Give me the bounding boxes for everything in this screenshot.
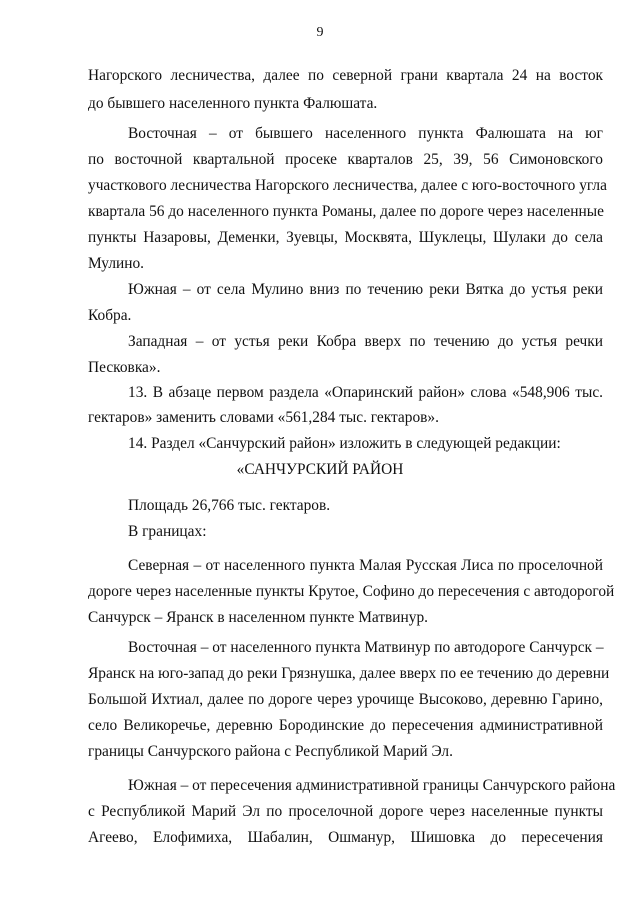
text-line: Агеево, Елофимиха, Шабалин, Ошманур, Шишовка до пересечения: [88, 829, 603, 846]
text-line: Кобра.: [88, 307, 132, 324]
text-line: участкового лесничества Нагорского лесничества, далее с юго-восточного угла: [88, 177, 607, 194]
text-line: гектаров» заменить словами «561,284 тыс. гектаров».: [88, 409, 439, 426]
text-line: Нагорского лесничества, далее по северной грани квартала 24 на восток: [88, 67, 603, 84]
text-line: Восточная – от бывшего населенного пункта Фалюшата на юг: [128, 125, 603, 142]
text-line: пункты Назаровы, Деменки, Зуевцы, Москвята, Шуклецы, Шулаки до села: [88, 229, 603, 246]
text-line: 13. В абзаце первом раздела «Опаринский район» слова «548,906 тыс.: [128, 384, 603, 401]
text-line: Восточная – от населенного пункта Матвинур по автодороге Санчурск –: [128, 639, 604, 656]
text-line: Песковка».: [88, 359, 161, 376]
text-line: Южная – от села Мулино вниз по течению реки Вятка до устья реки: [128, 281, 603, 298]
text-line: до бывшего населенного пункта Фалюшата.: [88, 95, 378, 112]
text-line: Большой Ихтиал, далее по дороге через урочище Высоково, деревню Гарино,: [88, 691, 603, 708]
text-line: по восточной квартальной просеке кварталов 25, 39, 56 Симоновского: [88, 151, 603, 168]
text-line: 14. Раздел «Санчурский район» изложить в следующей редакции:: [128, 435, 561, 452]
text-line: квартала 56 до населенного пункта Романы, далее по дороге через населенные: [88, 203, 604, 220]
text-line: Яранск на юго-запад до реки Грязнушка, далее вверх по ее течению до деревни: [88, 665, 610, 682]
text-line: с Республикой Марий Эл по проселочной дороге через населенные пункты: [88, 803, 603, 820]
text-line: Мулино.: [88, 255, 145, 272]
page-number: 9: [316, 25, 324, 40]
text-line: Западная – от устья реки Кобра вверх по течению до устья речки: [128, 333, 603, 350]
text-line: дороге через населенные пункты Крутое, Софино до пересечения с автодорогой: [88, 583, 615, 600]
text-line: Южная – от пересечения административной границы Санчурского района: [128, 777, 616, 794]
text-line: границы Санчурского района с Республикой Марий Эл.: [88, 743, 453, 760]
text-line: Площадь 26,766 тыс. гектаров.: [128, 497, 331, 514]
text-line: Северная – от населенного пункта Малая Русская Лиса по проселочной: [128, 557, 603, 574]
text-line: село Великоречье, деревню Бородинские до пересечения административной: [88, 717, 603, 734]
text-line: В границах:: [128, 523, 207, 540]
text-line: Санчурск – Яранск в населенном пункте Матвинур.: [88, 609, 429, 626]
section-heading: «САНЧУРСКИЙ РАЙОН: [236, 461, 404, 478]
